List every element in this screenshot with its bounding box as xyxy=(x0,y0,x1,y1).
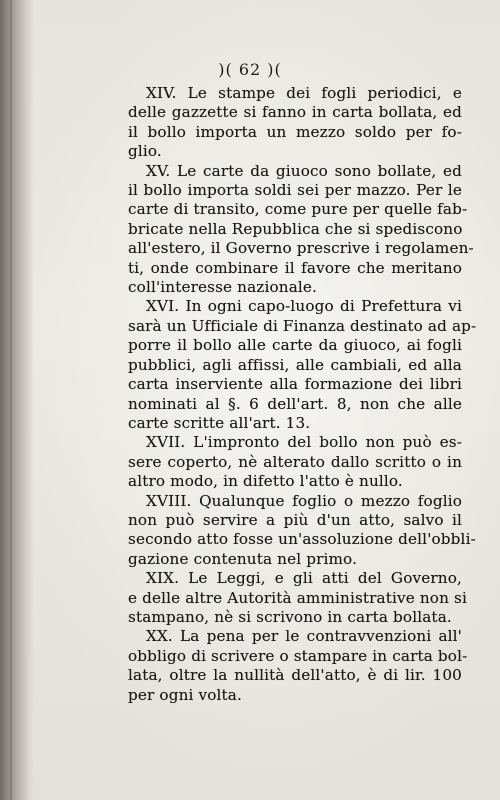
paragraph-line: obbligo di scrivere o stampare in carta bol- xyxy=(128,646,468,665)
book-gutter-shadow xyxy=(0,0,34,800)
paragraph-line: delle gazzette si fanno in carta bollata, ed xyxy=(128,103,462,122)
paragraph-line: XVII. L'impronto del bollo non può es- xyxy=(146,433,462,452)
paragraph-line: pubblici, agli affissi, alle cambiali, ed alla xyxy=(128,355,462,374)
paragraph-line: carte di transito, come pure per quelle fab- xyxy=(128,200,468,219)
paragraph-line: XVIII. Qualunque foglio o mezzo foglio xyxy=(146,491,462,510)
paragraph-line: XIV. Le stampe dei fogli periodici, e xyxy=(146,84,462,102)
paragraph-line: stampano, nè si scrivono in carta bollata. xyxy=(128,607,452,626)
paragraph-line: XX. La pena per le contravvenzioni all' xyxy=(146,627,462,646)
page-body-text xyxy=(128,84,477,705)
paragraph-line: il bollo importa un mezzo soldo per fo- xyxy=(128,122,462,141)
binding-crease xyxy=(10,0,12,800)
paragraph-line: bricate nella Repubblica che si spediscono xyxy=(128,219,463,238)
paragraph-line: coll'interesse nazionale. xyxy=(128,278,318,297)
paragraph-line: secondo atto fosse un'assoluzione dell'obbli- xyxy=(128,530,476,549)
paragraph-line: glio. xyxy=(128,142,162,161)
paragraph-line: nominati al §. 6 dell'art. 8, non che alle xyxy=(128,394,462,413)
paragraph-line: e delle altre Autorità amministrative non si xyxy=(128,588,467,607)
paragraph-line: carte scritte all'art. 13. xyxy=(128,413,311,432)
paragraph-line: altro modo, in difetto l'atto è nullo. xyxy=(128,472,403,491)
paragraph-line: non può servire a più d'un atto, salvo il xyxy=(128,510,462,529)
paragraph-line: gazione contenuta nel primo. xyxy=(128,549,358,568)
paragraph-line: porre il bollo alle carte da giuoco, ai fogli xyxy=(128,336,462,355)
paragraph-line: per ogni volta. xyxy=(128,685,242,704)
paragraph-line: lata, oltre la nullità dell'atto, è di lir. 100 xyxy=(128,666,462,685)
paragraph-line: carta inserviente alla formazione dei libri xyxy=(128,375,462,394)
page-number: )( 62 )( xyxy=(218,60,282,79)
paragraph-line: sarà un Ufficiale di Finanza destinato ad ap- xyxy=(128,316,477,335)
paragraph-line: all'estero, il Governo prescrive i regolamen- xyxy=(128,239,474,258)
paragraph-line: XVI. In ogni capo-luogo di Prefettura vi xyxy=(146,297,462,316)
paragraph-line: sere coperto, nè alterato dallo scritto o in xyxy=(128,452,462,471)
paragraph-line: ti, onde combinare il favore che meritano xyxy=(128,258,462,277)
paragraph-line: XIX. Le Leggi, e gli atti del Governo, xyxy=(146,569,462,588)
paragraph-line: il bollo importa soldi sei per mazzo. Per le xyxy=(128,181,462,200)
paragraph-line: XV. Le carte da giuoco sono bollate, ed xyxy=(146,161,462,180)
